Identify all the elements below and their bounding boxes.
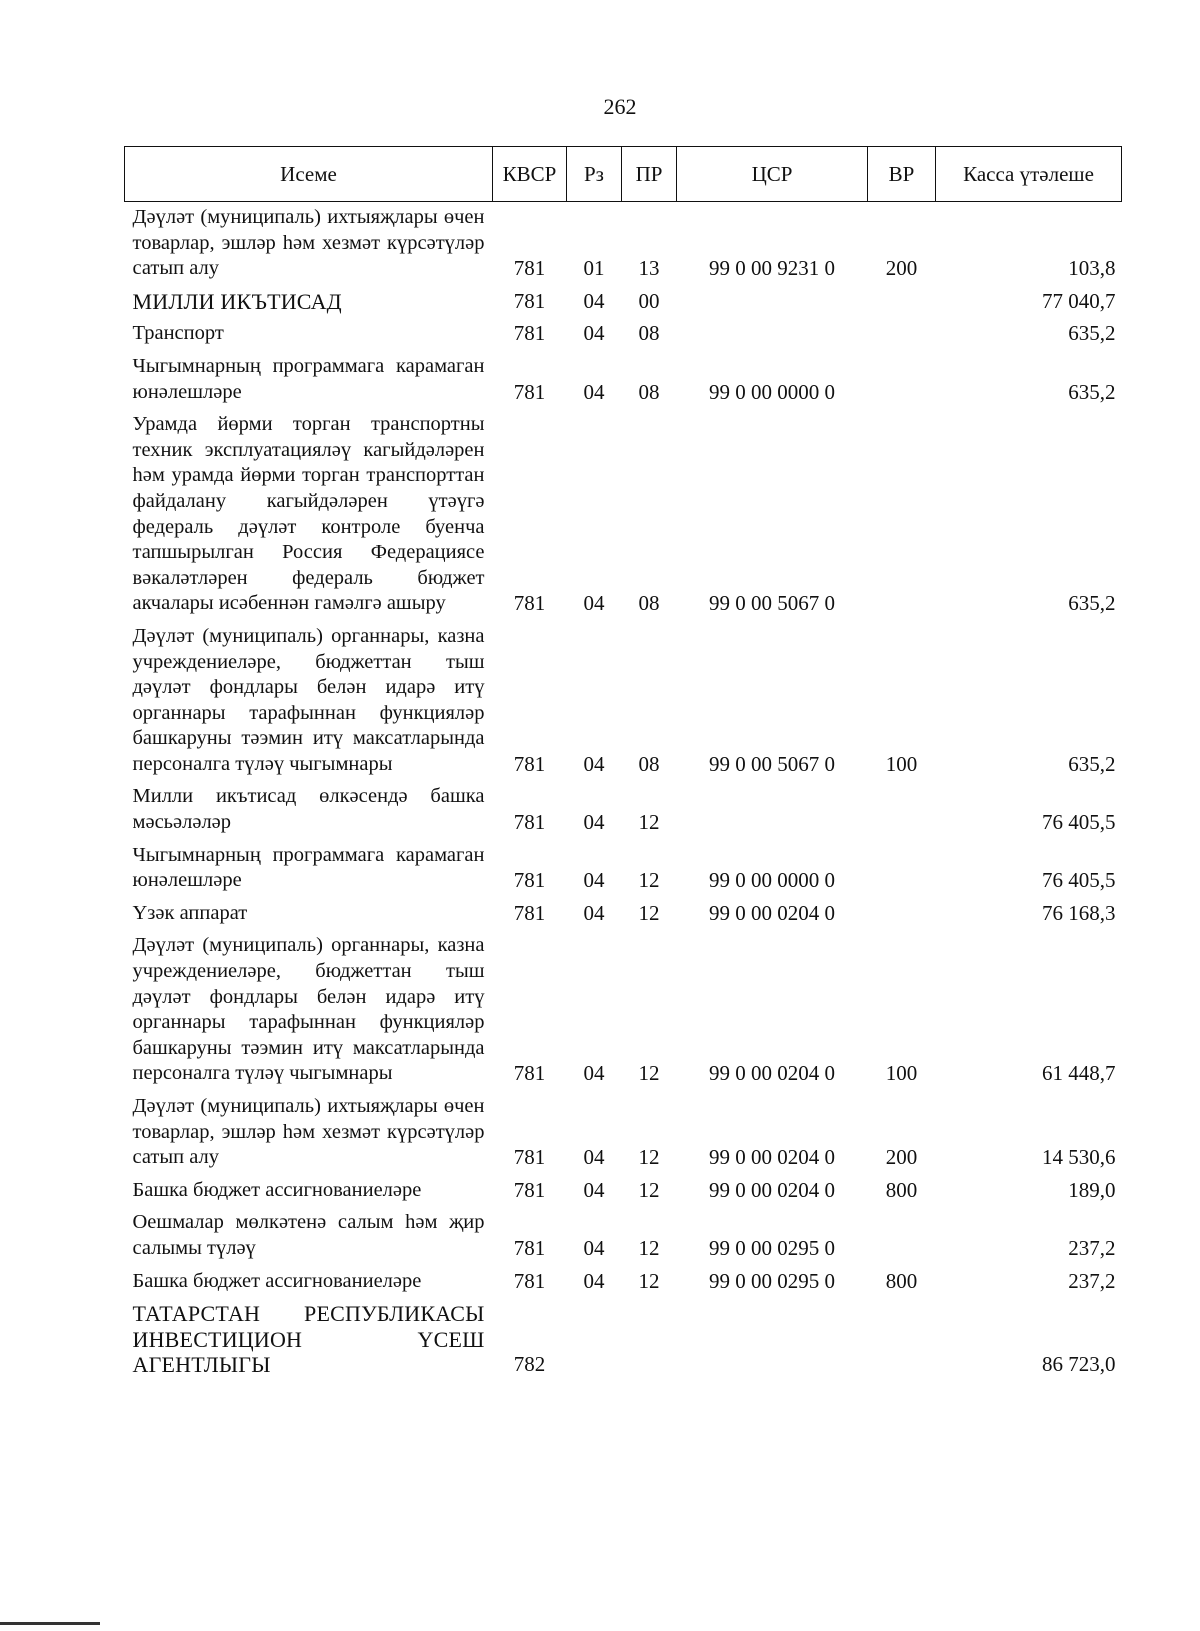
cell-rz: 04: [583, 1145, 605, 1170]
cell-pr: 08: [638, 379, 660, 404]
cell-name: Дәүләт (муниципаль) органнары, казна учреждениеләре, бюджеттан тыш дәүләт фондлары белән идарә итү органнары тарафыннан функцияләр башкаруны тәэмин итү максатларында персоналга түләү чыгымнары: [132, 624, 485, 775]
table-row: [125, 1207, 1122, 1265]
table-row: [125, 898, 1122, 931]
cell-csr: 99 0 00 0204 0: [709, 1061, 835, 1086]
cell-kassa: 635,2: [1068, 321, 1116, 346]
cell-kassa: 189,0: [1068, 1177, 1116, 1202]
cell-rz: 04: [583, 379, 605, 404]
cell-kassa: 76 405,5: [1042, 810, 1116, 835]
header-rz: Рз: [567, 147, 622, 202]
header-pr: ПР: [622, 147, 677, 202]
cell-kvsr: 781: [513, 379, 546, 404]
cell-kvsr: 781: [513, 1268, 546, 1293]
cell-csr: 99 0 00 0000 0: [709, 868, 835, 893]
cell-pr: 12: [638, 1061, 660, 1086]
cell-name: МИЛЛИ ИКЪТИСАД: [132, 288, 342, 314]
cell-name: Дәүләт (муниципаль) ихтыяҗлары өчен товарлар, эшләр һәм хезмәт күрсәтүләр сатып алу: [132, 1095, 485, 1169]
cell-kvsr: 781: [513, 288, 546, 313]
cell-rz: [567, 1298, 622, 1382]
cell-kassa: 76 405,5: [1042, 868, 1116, 893]
cell-name: Милли икътисад өлкәсендә башка мәсьәләләр: [132, 785, 485, 834]
cell-csr: 99 0 00 0295 0: [709, 1268, 835, 1293]
table-row: [125, 318, 1122, 351]
cell-name: Дәүләт (муниципаль) ихтыяҗлары өчен товарлар, эшләр һәм хезмәт күрсәтүләр сатып алу: [132, 206, 485, 280]
cell-csr: 99 0 00 5067 0: [709, 591, 835, 616]
cell-vr: 800: [885, 1177, 918, 1202]
cell-vr: [868, 351, 936, 409]
cell-kvsr: 781: [513, 591, 546, 616]
cell-pr: 08: [638, 321, 660, 346]
table-row: [125, 621, 1122, 782]
table-row: [125, 1266, 1122, 1299]
cell-name: Башка бюджет ассигнованиеләре: [132, 1178, 422, 1201]
cell-csr: 99 0 00 0295 0: [709, 1235, 835, 1260]
cell-kassa: 77 040,7: [1042, 288, 1116, 313]
cell-kassa: 103,8: [1068, 256, 1116, 281]
cell-pr: [622, 1298, 677, 1382]
cell-pr: 12: [638, 1145, 660, 1170]
cell-csr: 99 0 00 0000 0: [709, 379, 835, 404]
cell-name: Башка бюджет ассигнованиеләре: [132, 1269, 422, 1292]
table-row: [125, 1298, 1122, 1382]
cell-kassa: 635,2: [1068, 751, 1116, 776]
cell-kvsr: 781: [513, 900, 546, 925]
cell-vr: 200: [885, 256, 918, 281]
cell-csr: 99 0 00 5067 0: [709, 751, 835, 776]
cell-kvsr: 781: [513, 751, 546, 776]
cell-vr: [868, 1298, 936, 1382]
header-csr: ЦСР: [677, 147, 868, 202]
cell-csr: [677, 1298, 868, 1382]
cell-vr: [868, 1207, 936, 1265]
cell-csr: 99 0 00 0204 0: [709, 900, 835, 925]
cell-kassa: 76 168,3: [1042, 900, 1116, 925]
cell-name: Оешмалар мөлкәтенә салым һәм җир салымы түләү: [132, 1211, 485, 1259]
cell-name: Үзәк аппарат: [132, 901, 248, 924]
table-row: [125, 286, 1122, 319]
cell-pr: 12: [638, 1268, 660, 1293]
cell-rz: 04: [583, 810, 605, 835]
cell-kvsr: 781: [513, 868, 546, 893]
cell-pr: 12: [638, 868, 660, 893]
table-body: [125, 202, 1122, 1382]
cell-kvsr: 781: [513, 256, 546, 281]
cell-rz: 04: [583, 591, 605, 616]
cell-rz: 04: [583, 321, 605, 346]
table-row: [125, 1175, 1122, 1208]
cell-pr: 00: [638, 288, 660, 313]
cell-pr: 13: [638, 256, 660, 281]
cell-name: ТАТАРСТАН РЕСПУБЛИКАСЫ ИНВЕСТИЦИОН ҮСЕШ АГЕНТЛЫГЫ: [132, 1301, 485, 1378]
cell-rz: 04: [583, 1235, 605, 1260]
cell-csr: [677, 781, 868, 839]
cell-rz: 04: [583, 1177, 605, 1202]
cell-vr: [868, 840, 936, 898]
cell-vr: 800: [885, 1268, 918, 1293]
cell-vr: 100: [885, 751, 918, 776]
cell-kvsr: 781: [513, 321, 546, 346]
cell-pr: 12: [638, 900, 660, 925]
cell-vr: [868, 318, 936, 351]
cell-name: Дәүләт (муниципаль) органнары, казна учреждениеләре, бюджеттан тыш дәүләт фондлары белән идарә итү органнары тарафыннан функцияләр башкаруны тәэмин итү максатларында персоналга түләү чыгымнары: [132, 934, 485, 1085]
table-row: [125, 351, 1122, 409]
table-row: [125, 202, 1122, 286]
cell-kvsr: 781: [513, 1177, 546, 1202]
header-kassa: Касса үтәлеше: [936, 147, 1122, 202]
cell-csr: [677, 286, 868, 319]
cell-vr: [868, 898, 936, 931]
cell-rz: 04: [583, 751, 605, 776]
cell-csr: 99 0 00 0204 0: [709, 1145, 835, 1170]
cell-kvsr: 781: [513, 1061, 546, 1086]
cell-kassa: 237,2: [1068, 1235, 1116, 1260]
cell-csr: [677, 318, 868, 351]
cell-vr: [868, 409, 936, 621]
table-row: [125, 781, 1122, 839]
cell-kassa: 61 448,7: [1042, 1061, 1116, 1086]
header-vr: ВР: [868, 147, 936, 202]
cell-csr: 99 0 00 0204 0: [709, 1177, 835, 1202]
table-row: [125, 409, 1122, 621]
cell-pr: 12: [638, 1235, 660, 1260]
cell-vr: 100: [885, 1061, 918, 1086]
cell-rz: 04: [583, 1061, 605, 1086]
cell-vr: [868, 286, 936, 319]
cell-name: Урамда йөрми торган транспортны техник эксплуатацияләү кагыйдәләрен һәм урамда йөрми торган транспорттан файдалану кагыйдәләрен үтәүгә федераль дәүләт контроле буенча тапшырылган Россия Федерациясе вәкаләтләрен федераль бюджет акчалары исәбеннән гамәлгә ашыру: [132, 413, 485, 615]
scan-mark: [0, 1622, 100, 1625]
budget-table: [124, 146, 1122, 1382]
cell-kassa: 14 530,6: [1042, 1145, 1116, 1170]
cell-kvsr: 782: [513, 1352, 546, 1377]
page-number: 262: [603, 94, 637, 119]
table-row: [125, 930, 1122, 1091]
cell-kassa: 237,2: [1068, 1268, 1116, 1293]
cell-csr: 99 0 00 9231 0: [709, 256, 835, 281]
cell-rz: 04: [583, 900, 605, 925]
cell-name: Чыгымнарның программага карамаган юнәлешләре: [132, 843, 485, 892]
cell-pr: 08: [638, 591, 660, 616]
cell-pr: 12: [638, 1177, 660, 1202]
header-name: Исеме: [125, 147, 493, 202]
cell-kvsr: 781: [513, 810, 546, 835]
cell-kassa: 86 723,0: [1042, 1352, 1116, 1377]
header-kvsr: КВСР: [493, 147, 567, 202]
cell-kvsr: 781: [513, 1235, 546, 1260]
cell-name: Транспорт: [132, 322, 224, 345]
cell-kassa: 635,2: [1068, 591, 1116, 616]
cell-name: Чыгымнарның программага карамаган юнәлешләре: [132, 354, 485, 403]
cell-rz: 04: [583, 288, 605, 313]
cell-rz: 01: [583, 256, 605, 281]
cell-pr: 08: [638, 751, 660, 776]
table-header: [125, 147, 1122, 202]
cell-vr: [868, 781, 936, 839]
cell-rz: 04: [583, 1268, 605, 1293]
cell-kvsr: 781: [513, 1145, 546, 1170]
cell-vr: 200: [885, 1145, 918, 1170]
table-row: [125, 1091, 1122, 1175]
cell-rz: 04: [583, 868, 605, 893]
cell-pr: 12: [638, 810, 660, 835]
table-row: [125, 840, 1122, 898]
cell-kassa: 635,2: [1068, 379, 1116, 404]
